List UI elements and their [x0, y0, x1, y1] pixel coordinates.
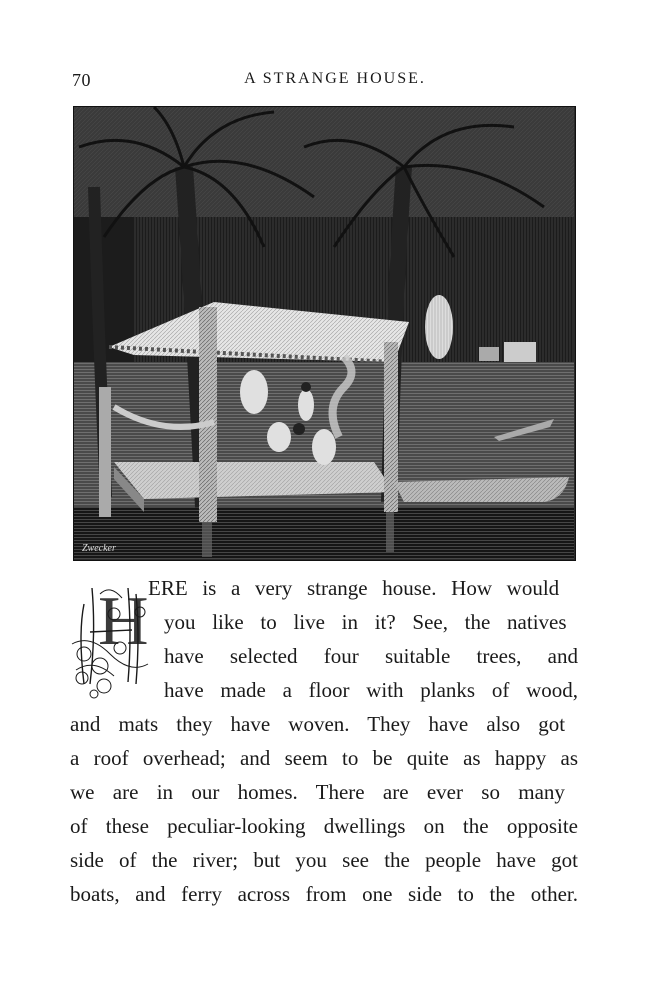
engraving-image: [74, 107, 574, 559]
running-title: A STRANGE HOUSE.: [244, 70, 426, 87]
drop-cap-letter: H: [98, 583, 149, 660]
page-header: [72, 70, 578, 94]
text-line-2: you like to live in it? See, the natives: [164, 610, 567, 634]
artist-signature: Zwecker: [82, 543, 116, 554]
page-number: 70: [72, 70, 91, 90]
text-line-10: boats, and ferry across from one side to the other.: [70, 882, 578, 906]
text-line-4: have made a floor with planks of wood,: [164, 678, 578, 702]
text-line-1: ERE is a very strange house. How would: [148, 576, 560, 600]
decorative-drop-cap: [70, 574, 154, 700]
text-line-9: side of the river; but you see the people have got: [70, 848, 578, 872]
text-line-6: a roof overhead; and seem to be quite as happy as: [70, 746, 578, 770]
text-line-5: and mats they have woven. They have also got: [70, 712, 566, 736]
drop-cap-ornament: [70, 574, 154, 700]
text-line-7: we are in our homes. There are ever so many: [70, 780, 565, 804]
engraving-illustration: [73, 106, 576, 561]
text-line-8: of these peculiar-looking dwellings on the opposite: [70, 814, 578, 838]
text-line-3: have selected four suitable trees, and: [164, 644, 578, 668]
